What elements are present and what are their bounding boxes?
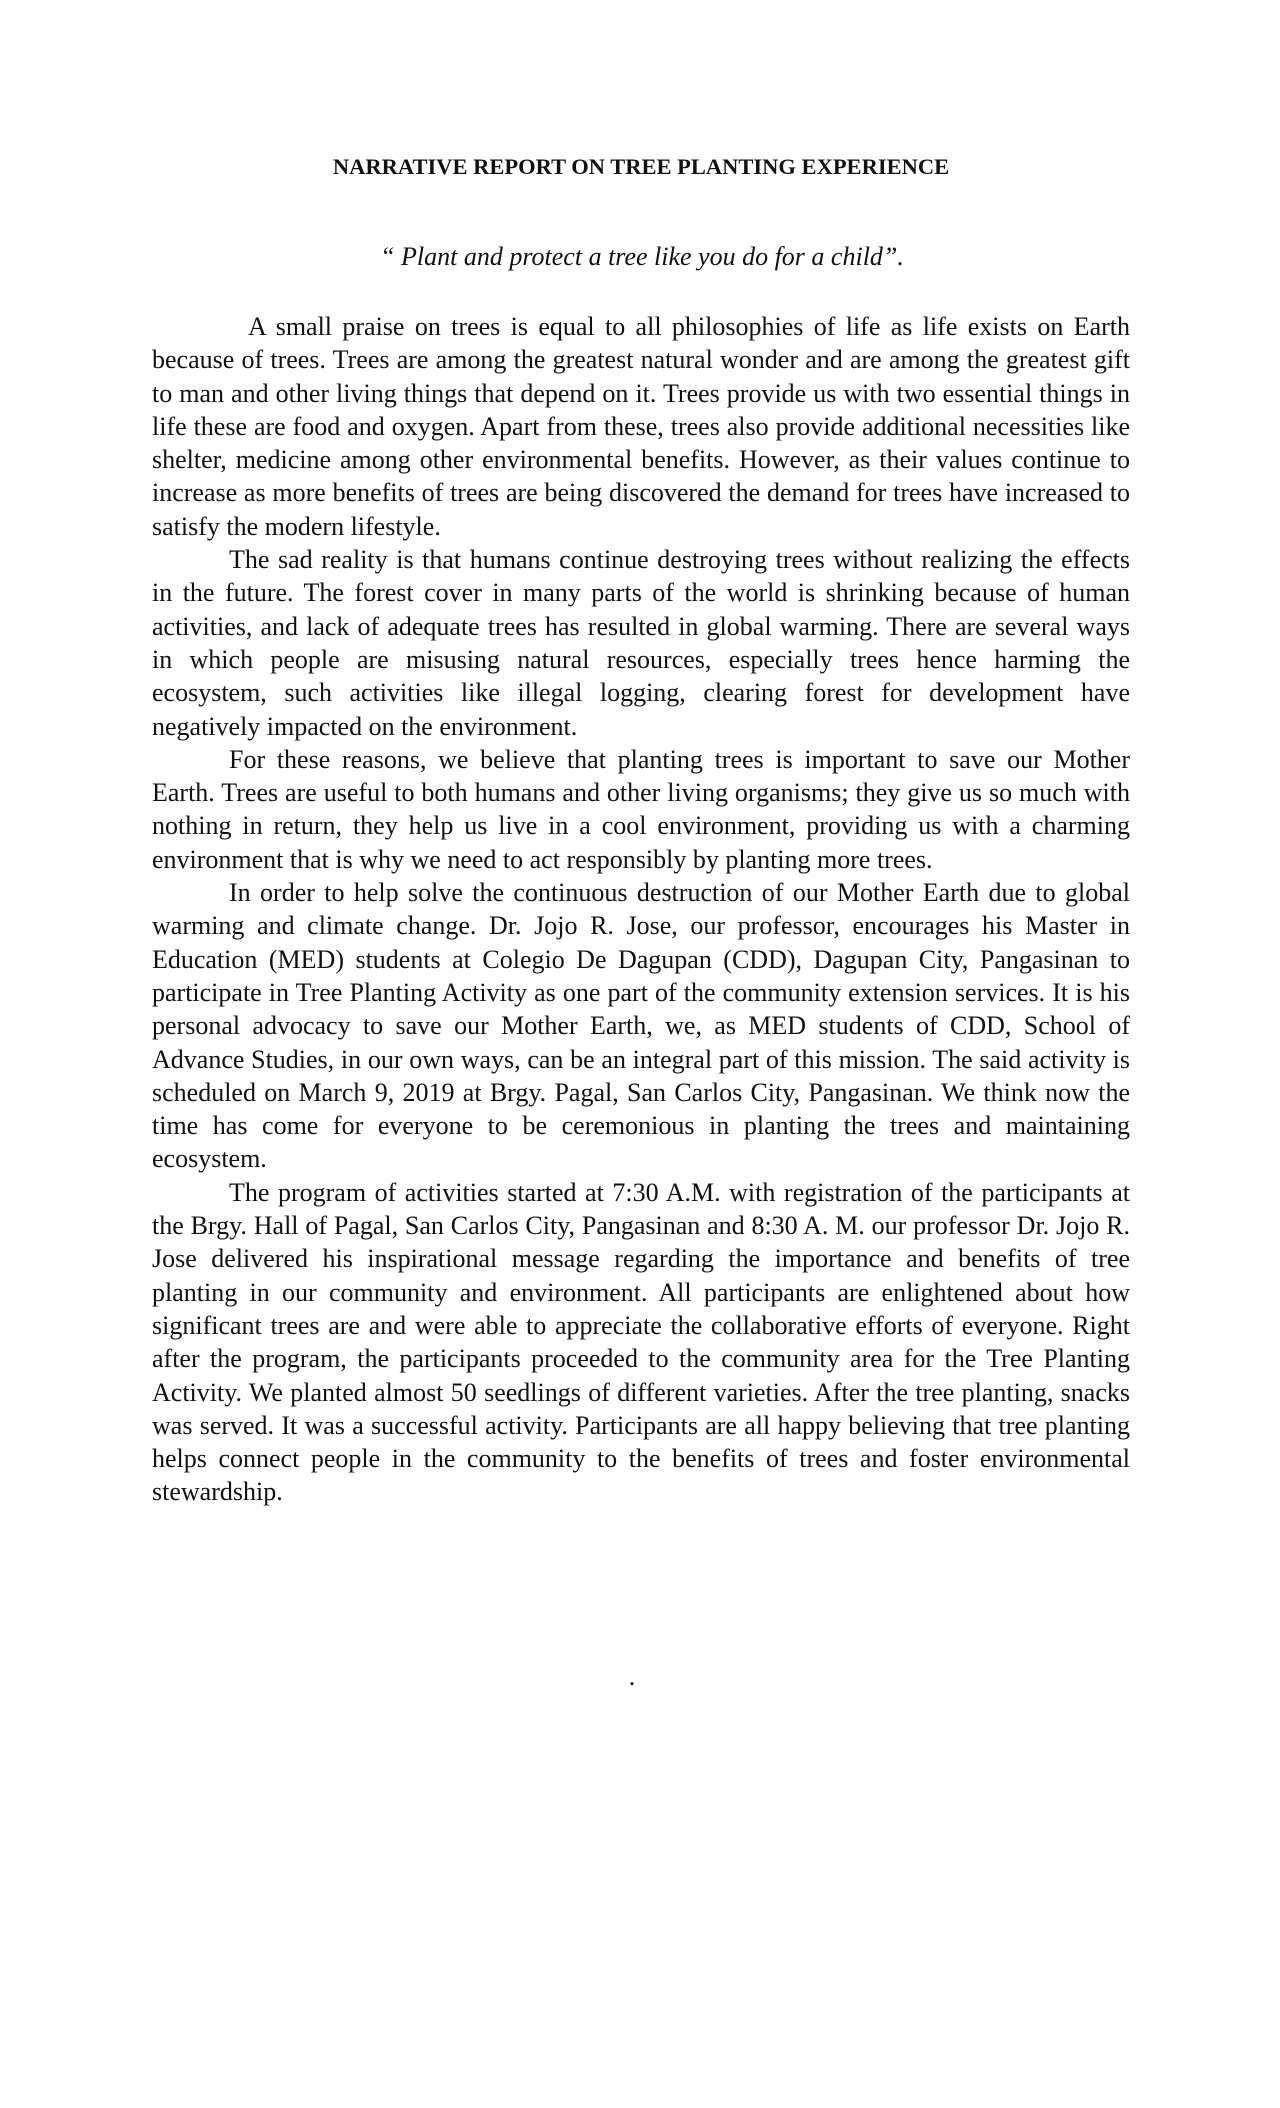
trailing-period-mark: . (628, 1662, 636, 1691)
paragraph-intro: A small praise on trees is equal to all philosophies of life as life exists on Earth because of trees. Trees are among the greatest natural wonder and are among the greatest gift to man and other living things that depend on it. Trees provide us with two essential things in life these are food and oxygen. Apart from these, trees also provide additional necessities like shelter, medicine among other environmental benefits. However, as their values continue to increase as more benefits of trees are being discovered the demand for trees have increased to satisfy the modern lifestyle. (152, 312, 1130, 541)
epigraph-quote: “ Plant and protect a tree like you do for a child”. (380, 242, 904, 271)
paragraph-activity-background: In order to help solve the continuous destruction of our Mother Earth due to global warming and climate change. Dr. Jojo R. Jose, our professor, encourages his Master in Education (MED) students at Colegio De Dagupan (CDD), Dagupan City, Pangasinan to participate in Tree Planting Activity as one part of the community extension services. It is his personal advocacy to save our Mother Earth, we, as MED students of CDD, School of Advance Studies, in our own ways, can be an integral part of this mission. The said activity is scheduled on March 9, 2019 at Brgy. Pagal, San Carlos City, Pangasinan. We think now the time has come for everyone to be ceremonious in planting the trees and maintaining ecosystem. (152, 878, 1130, 1174)
paragraph-sad-reality: The sad reality is that humans continue destroying trees without realizing the effects in the future. The forest cover in many parts of the world is shrinking because of human activities, and lack of adequate trees has resulted in global warming. There are several ways in which people are misusing natural resources, especially trees hence harming the ecosystem, such activities like illegal logging, clearing forest for development have negatively impacted on the environment. (152, 545, 1130, 741)
paragraph-program-of-activities: The program of activities started at 7:30 A.M. with registration of the participants at the Brgy. Hall of Pagal, San Carlos City, Pangasinan and 8:30 A. M. our professor Dr. Jojo R. Jose delivered his inspirational message regarding the importance and benefits of tree planting in our community and environment. All participants are enlightened about how significant trees are and were able to appreciate the collaborative efforts of everyone. Right after the program, the participants proceeded to the community area for the Tree Planting Activity. We planted almost 50 seedlings of different varieties. After the tree planting, snacks was served. It was a successful activity. Participants are all happy believing that tree planting helps connect people in the community to the benefits of trees and foster environmental stewardship. (152, 1177, 1130, 1507)
paragraph-reasons: For these reasons, we believe that planting trees is important to save our Mother Earth. Trees are useful to both humans and other living organisms; they give us so much with nothing in return, they help us live in a cool environment, providing us with a charming environment that is why we need to act responsibly by planting more trees. (152, 744, 1130, 874)
document-title: NARRATIVE REPORT ON TREE PLANTING EXPERIENCE (332, 154, 950, 179)
report-body (152, 310, 1130, 1509)
